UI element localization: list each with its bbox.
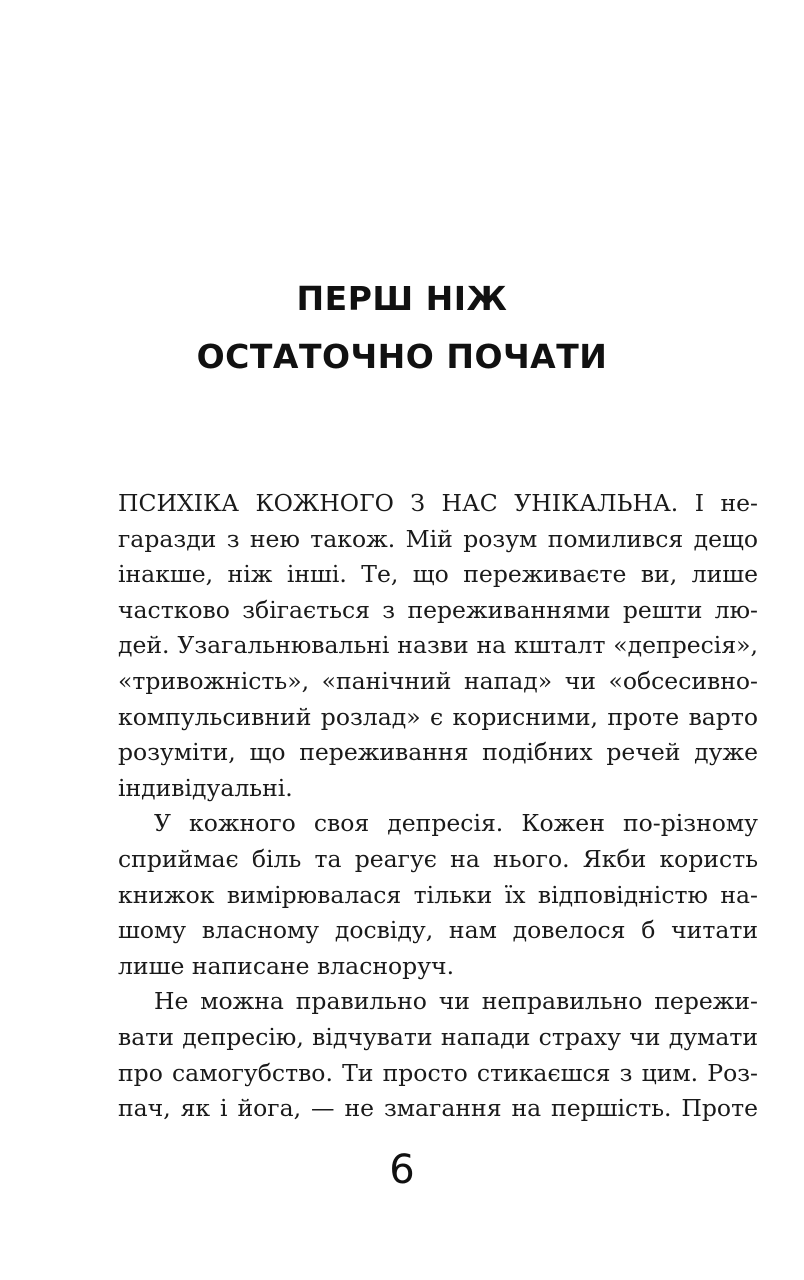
text-line: дей. Узагальнювальні назви на кшталт «депресія»,: [118, 631, 758, 660]
text-line: шому власному досвіду, нам довелося б читати: [118, 916, 758, 945]
text-line: частково збігається з переживаннями решти лю-: [118, 595, 758, 624]
chapter-heading-line-2: ОСТАТОЧНО ПОЧАТИ: [196, 337, 608, 376]
page-number: 6: [389, 1147, 415, 1193]
chapter-heading: [0, 270, 804, 386]
paragraph-2: [118, 806, 758, 984]
text-line: «тривожність», «панічний напад» чи «обсесивно-: [118, 666, 758, 695]
text-line: компульсивний розлад» є корисними, проте варто: [118, 702, 758, 731]
text-line: сприймає біль та реагує на нього. Якби користь: [118, 844, 758, 873]
text-line: Не можна правильно чи неправильно пережи-: [154, 987, 758, 1016]
text-line: ПСИХІКА КОЖНОГО З НАС УНІКАЛЬНА. І не-: [118, 489, 758, 517]
text-line: У кожного своя депресія. Кожен по-різному: [154, 809, 758, 838]
chapter-heading-line-1: ПЕРШ НІЖ: [296, 279, 508, 318]
text-line: вати депресію, відчувати напади страху чи думати: [118, 1022, 758, 1051]
text-line: книжок вимірювалася тільки їх відповідністю на-: [118, 880, 758, 909]
text-line: лише написане власноруч.: [118, 951, 455, 980]
text-line: гаразди з нею також. Мій розум помилився дещо: [118, 524, 758, 553]
body-text: [118, 486, 758, 1127]
text-line: пач, як і йога, — не змагання на першість. Проте: [118, 1094, 758, 1123]
paragraph-3: [118, 984, 758, 1126]
paragraph-1: [118, 486, 758, 806]
text-line: розуміти, що переживання подібних речей дуже: [118, 738, 758, 767]
text-line: інакше, ніж інші. Те, що переживаєте ви, лише: [118, 560, 758, 589]
text-line: індивідуальні.: [118, 773, 293, 802]
text-line: про самогубство. Ти просто стикаєшся з цим. Роз-: [118, 1058, 758, 1087]
